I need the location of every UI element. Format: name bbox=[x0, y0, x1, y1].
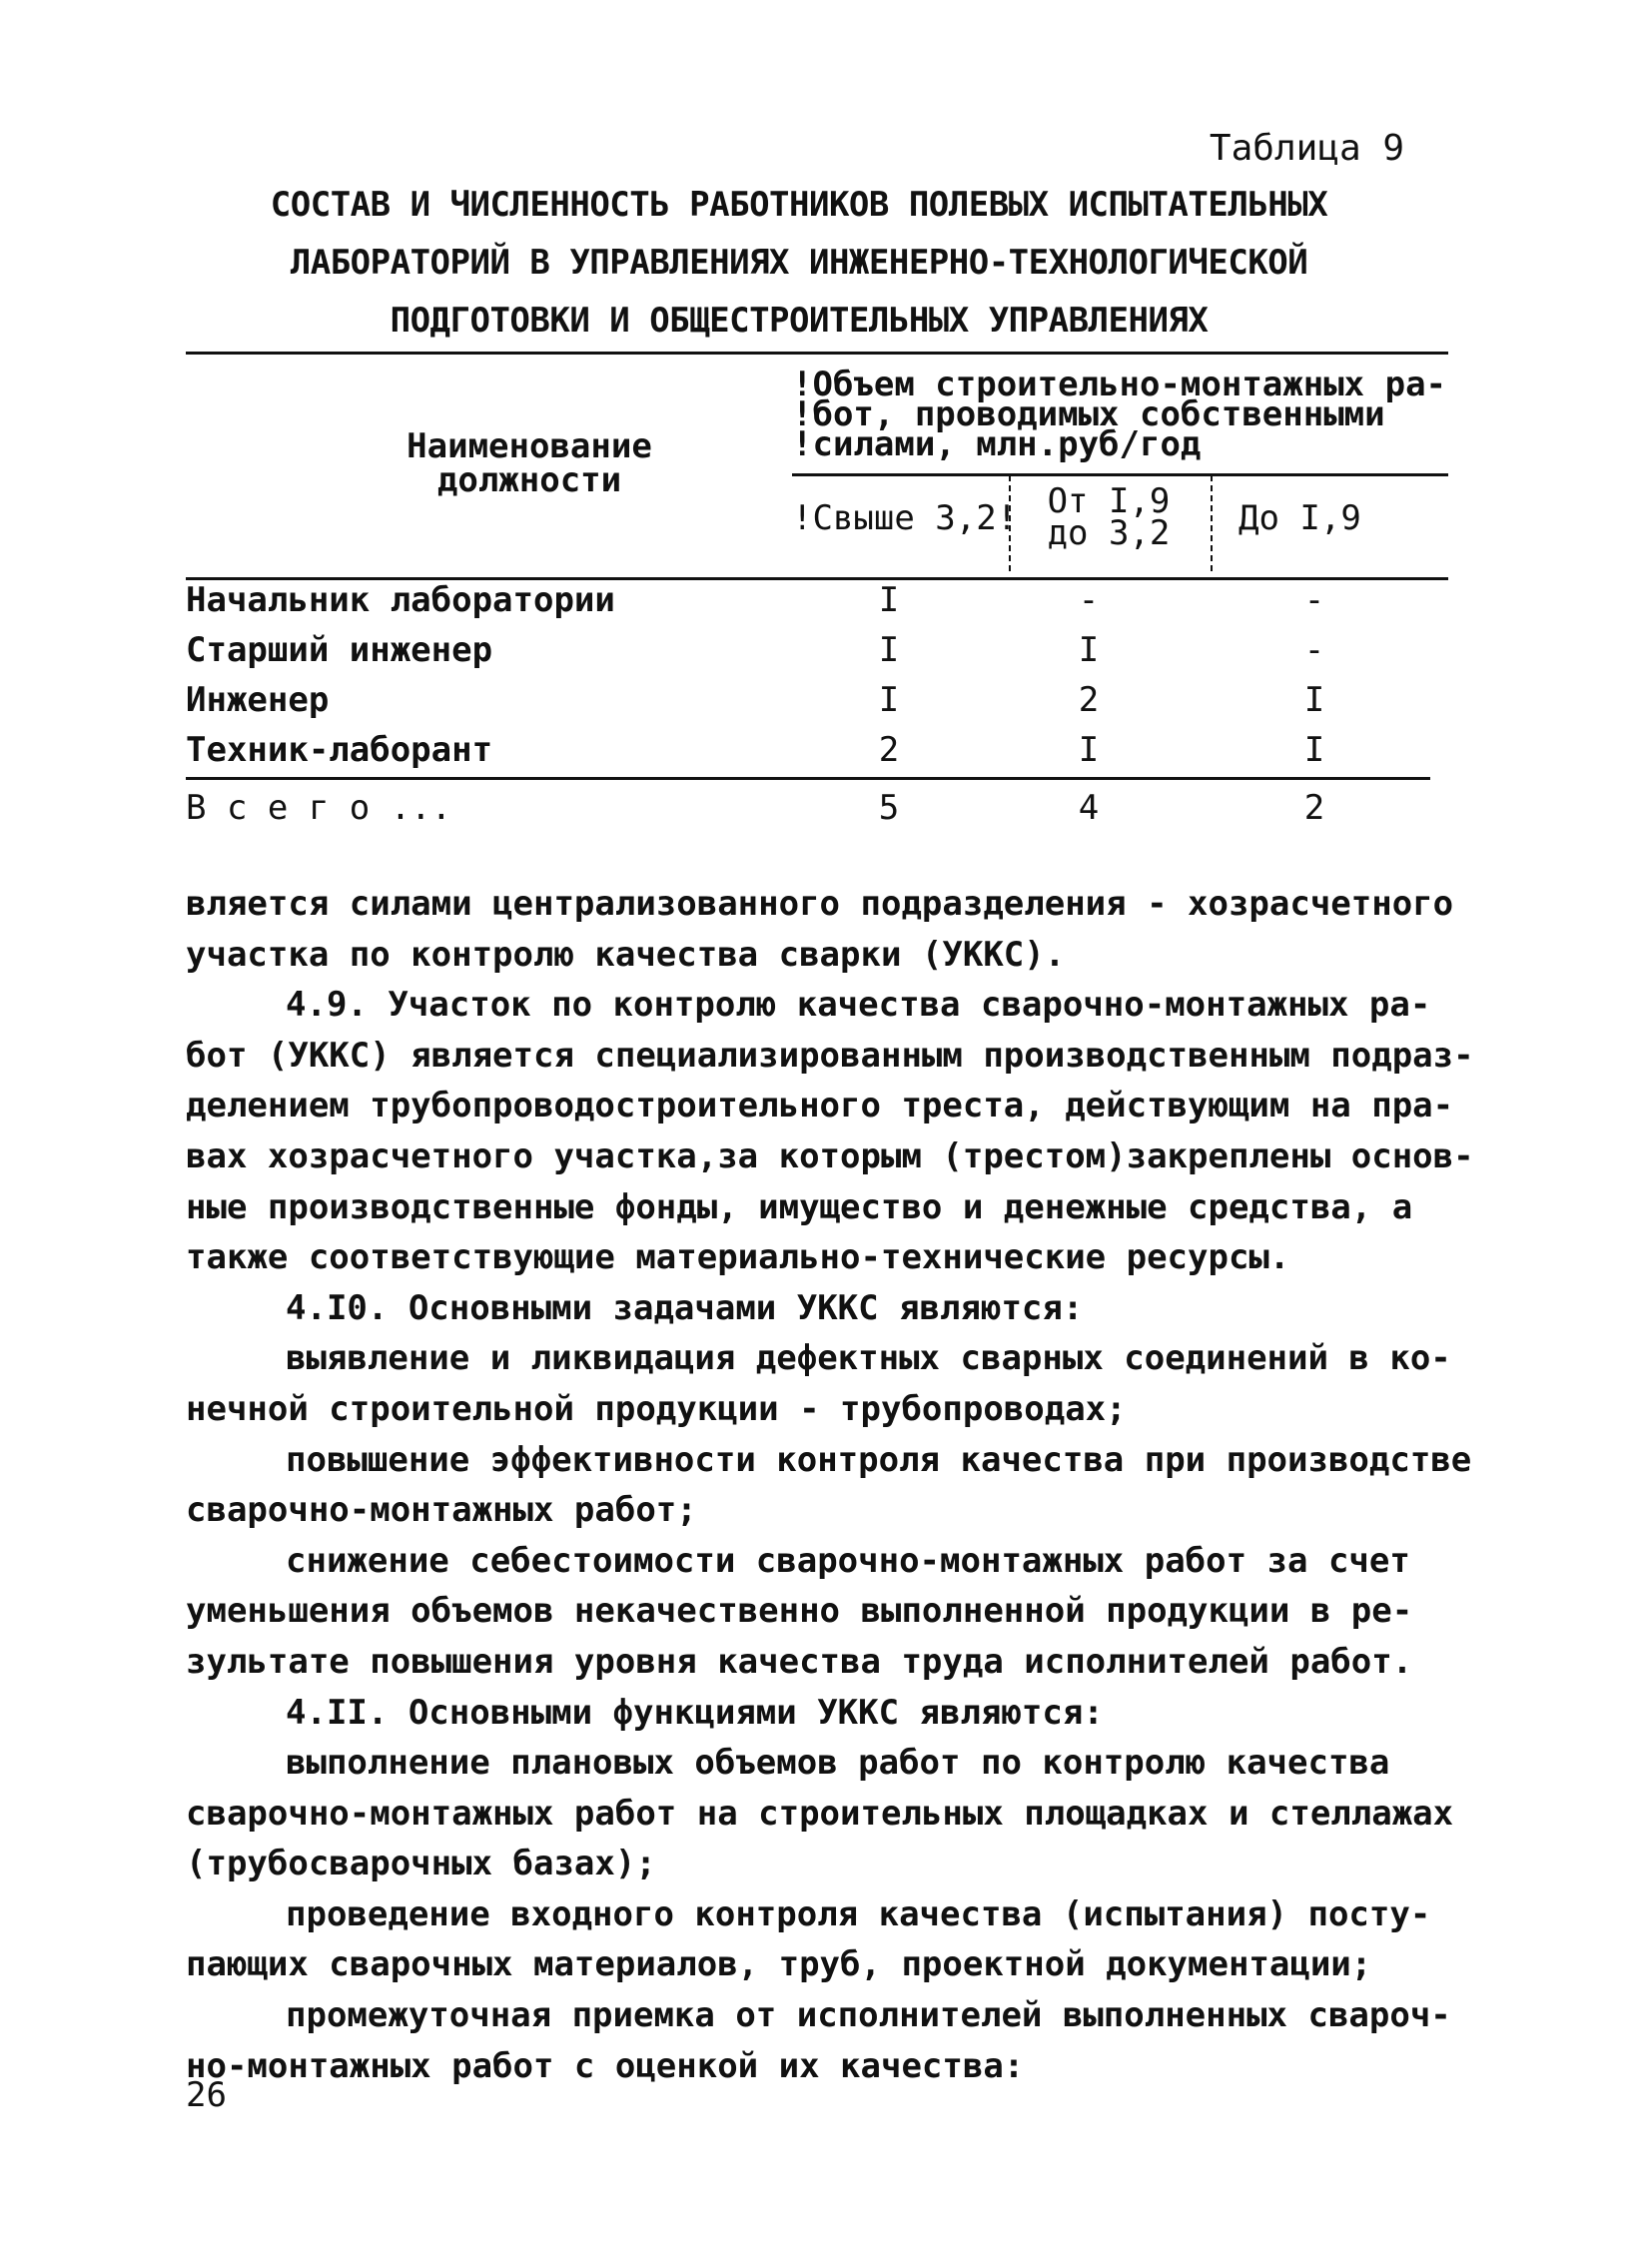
row-value: I bbox=[1303, 730, 1325, 770]
text-line: снижение себестоимости сварочно-монтажных работ за счет bbox=[286, 1540, 1410, 1581]
title-line: ЛАБОРАТОРИЙ В УПРАВЛЕНИЯХ ИНЖЕНЕРНО-ТЕХНОЛОГИЧЕСКОЙ bbox=[290, 243, 1308, 283]
text-line: выполнение плановых объемов работ по контролю качества bbox=[286, 1743, 1390, 1784]
position-header-line: должности bbox=[436, 460, 622, 500]
table-top-rule bbox=[186, 352, 1448, 355]
row-value: I bbox=[1303, 680, 1325, 720]
row-value: - bbox=[1303, 580, 1325, 620]
text-line: проведение входного контроля качества (испытания) посту- bbox=[286, 1893, 1431, 1934]
row-value: I bbox=[878, 630, 900, 670]
text-line: 4.I0. Основными задачами УККС являются: bbox=[286, 1287, 1084, 1328]
table-title bbox=[160, 176, 1438, 350]
total-label: В с е г о ... bbox=[186, 788, 452, 828]
text-line: участка по контролю качества сварки (УККС). bbox=[186, 934, 1066, 975]
position-header bbox=[330, 426, 729, 500]
column-header-up-to-1-9: До I,9 bbox=[1239, 498, 1361, 538]
text-line: сварочно-монтажных работ; bbox=[186, 1490, 697, 1531]
row-value: - bbox=[1303, 630, 1325, 670]
total-value: 4 bbox=[1078, 788, 1100, 828]
text-line: 4.II. Основными функциями УККС являются: bbox=[286, 1692, 1104, 1733]
text-line: вах хозрасчетного участка,за которым (трестом)закреплены основ- bbox=[186, 1135, 1474, 1176]
row-value: 2 bbox=[878, 730, 900, 770]
title-line: СОСТАВ И ЧИСЛЕННОСТЬ РАБОТНИКОВ ПОЛЕВЫХ ИСПЫТАТЕЛЬНЫХ bbox=[270, 185, 1328, 225]
row-value: I bbox=[1078, 730, 1100, 770]
title-line: ПОДГОТОВКИ И ОБЩЕСТРОИТЕЛЬНЫХ УПРАВЛЕНИЯХ bbox=[390, 301, 1209, 341]
volume-header bbox=[792, 365, 1447, 464]
column-header-line: От I,9 bbox=[1047, 481, 1171, 521]
text-line: сварочно-монтажных работ на строительных площадках и стеллажах bbox=[186, 1793, 1454, 1834]
position-header-line: Наименование bbox=[407, 426, 652, 466]
volume-header-line: !силами, млн.руб/год bbox=[792, 424, 1202, 464]
row-name: Старший инженер bbox=[186, 630, 493, 670]
volume-header-rule bbox=[792, 473, 1448, 476]
text-line: 4.9. Участок по контролю качества сварочно-монтажных ра- bbox=[286, 985, 1431, 1026]
table-label: Таблица 9 bbox=[1209, 128, 1404, 169]
text-line: зультате повышения уровня качества труда исполнителей работ. bbox=[186, 1641, 1413, 1682]
page-number: 26 bbox=[186, 2075, 227, 2115]
row-value: 2 bbox=[1078, 680, 1100, 720]
text-line: но-монтажных работ с оценкой их качества: bbox=[186, 2045, 1025, 2086]
volume-header-line: !бот, проводимых собственными bbox=[792, 394, 1385, 434]
total-value: 5 bbox=[878, 788, 900, 828]
total-rule bbox=[186, 777, 1430, 780]
text-line: бот (УККС) является специализированным производственным подраз- bbox=[186, 1035, 1474, 1076]
text-line: выявление и ликвидация дефектных сварных соединений в ко- bbox=[286, 1338, 1451, 1379]
text-line: (трубосварочных базах); bbox=[186, 1844, 656, 1884]
column-header-line: до 3,2 bbox=[1047, 513, 1171, 553]
body-text bbox=[186, 879, 1484, 2091]
row-name: Начальник лаборатории bbox=[186, 580, 615, 620]
column-header-over-3-2: !Свыше 3,2! bbox=[792, 498, 1018, 538]
text-line: повышение эффективности контроля качества при производстве bbox=[286, 1439, 1472, 1480]
column-header-1-9-to-3-2 bbox=[1019, 481, 1199, 553]
text-line: ные производственные фонды, имущество и денежные средства, а bbox=[186, 1186, 1413, 1227]
text-line: также соответствующие материально-технические ресурсы. bbox=[186, 1237, 1290, 1278]
column-divider bbox=[1211, 475, 1213, 571]
row-name: Инженер bbox=[186, 680, 330, 720]
volume-header-line: !Объем строительно-монтажных ра- bbox=[792, 365, 1447, 404]
text-line: нечной строительной продукции - трубопроводах; bbox=[186, 1388, 1127, 1429]
total-value: 2 bbox=[1303, 788, 1325, 828]
text-line: делением трубопроводостроительного треста, действующим на пра- bbox=[186, 1086, 1454, 1126]
row-name: Техник-лаборант bbox=[186, 730, 493, 770]
row-value: I bbox=[1078, 630, 1100, 670]
text-line: пающих сварочных материалов, труб, проектной документации; bbox=[186, 1944, 1372, 1985]
row-value: - bbox=[1078, 580, 1100, 620]
text-line: промежуточная приемка от исполнителей выполненных свароч- bbox=[286, 1995, 1451, 2036]
text-line: уменьшения объемов некачественно выполненной продукции в ре- bbox=[186, 1591, 1413, 1632]
row-value: I bbox=[878, 580, 900, 620]
row-value: I bbox=[878, 680, 900, 720]
text-line: вляется силами централизованного подразделения - хозрасчетного bbox=[186, 884, 1454, 924]
